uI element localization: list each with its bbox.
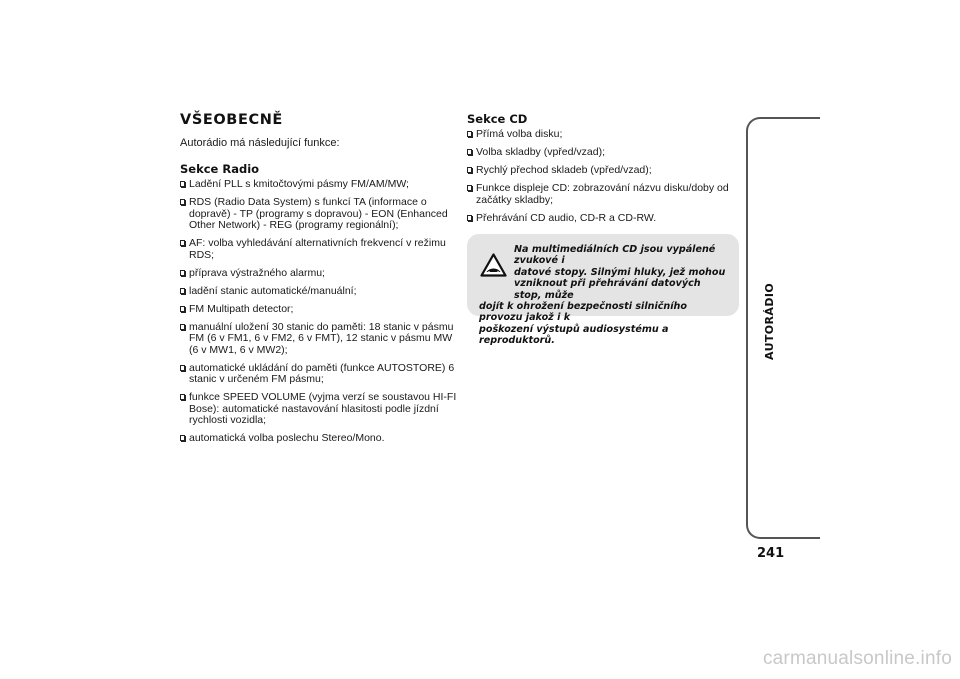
- list-item: Funkce displeje CD: zobrazování názvu disku/doby od začátky skladby;: [467, 183, 739, 206]
- list-item: automatická volba poslechu Stereo/Mono.: [180, 433, 458, 445]
- page-title: VŠEOBECNĚ: [180, 112, 283, 128]
- list-item: Volba skladby (vpřed/vzad);: [467, 147, 739, 159]
- list-item: AF: volba vyhledávání alternativních frekvencí v režimu RDS;: [180, 238, 458, 261]
- warning-line: poškození výstupů audiosystému a reproduktorů.: [479, 323, 669, 347]
- list-item: automatické ukládání do paměti (funkce AUTOSTORE) 6 stanic v určeném FM pásmu;: [180, 363, 458, 386]
- warning-line: vzniknout při přehrávání datových stop, může: [514, 278, 701, 301]
- left-column: [180, 112, 458, 451]
- list-item: FM Multipath detector;: [180, 304, 458, 316]
- cd-feature-list: [467, 129, 739, 224]
- list-item: Rychlý přechod skladeb (vpřed/vzad);: [467, 165, 739, 177]
- radio-feature-list: [180, 179, 458, 445]
- warning-line: dojít k ohrožení bezpečnosti silničního provozu jakož i k: [479, 301, 687, 324]
- list-item: Přehrávání CD audio, CD-R a CD-RW.: [467, 213, 739, 225]
- warning-line: Na multimediálních CD jsou vypálené zvukové i: [514, 244, 716, 267]
- warning-triangle-icon: [480, 253, 507, 277]
- chapter-tab: [746, 117, 820, 539]
- warning-box: [467, 234, 739, 347]
- list-item: RDS (Radio Data System) s funkcí TA (informace o dopravě) - TP (programy s dopravou) - EON (Enhanced Other Network) - REG (programy regionální);: [180, 197, 458, 232]
- watermark: carmanualsonline.info: [762, 648, 952, 669]
- list-item: příprava výstražného alarmu;: [180, 268, 458, 280]
- right-column: [467, 112, 739, 231]
- section-radio-title: Sekce Radio: [180, 162, 260, 176]
- chapter-tab-label: AUTORÁDIO: [763, 282, 776, 360]
- intro-text: Autorádio má následující funkce:: [180, 137, 340, 149]
- page-number: 241: [757, 546, 785, 561]
- list-item: ladění stanic automatické/manuální;: [180, 286, 458, 298]
- list-item: manuální uložení 30 stanic do paměti: 18 stanic v pásmu FM (6 v FM1, 6 v FM2, 6 v FMT), 12 stanic v pásmu MW (6 v MW1, 6 v MW2);: [180, 322, 458, 357]
- warning-text: [479, 244, 727, 347]
- list-item: Ladění PLL s kmitočtovými pásmy FM/AM/MW;: [180, 179, 458, 191]
- warning-line: datové stopy. Silnými hluky, jež mohou: [514, 266, 726, 278]
- section-cd-title: Sekce CD: [467, 112, 528, 126]
- list-item: funkce SPEED VOLUME (vyjma verzí se soustavou HI-FI Bose): automatické nastavování hlasitosti podle jízdní rychlosti vozidla;: [180, 392, 458, 427]
- list-item: Přímá volba disku;: [467, 129, 739, 141]
